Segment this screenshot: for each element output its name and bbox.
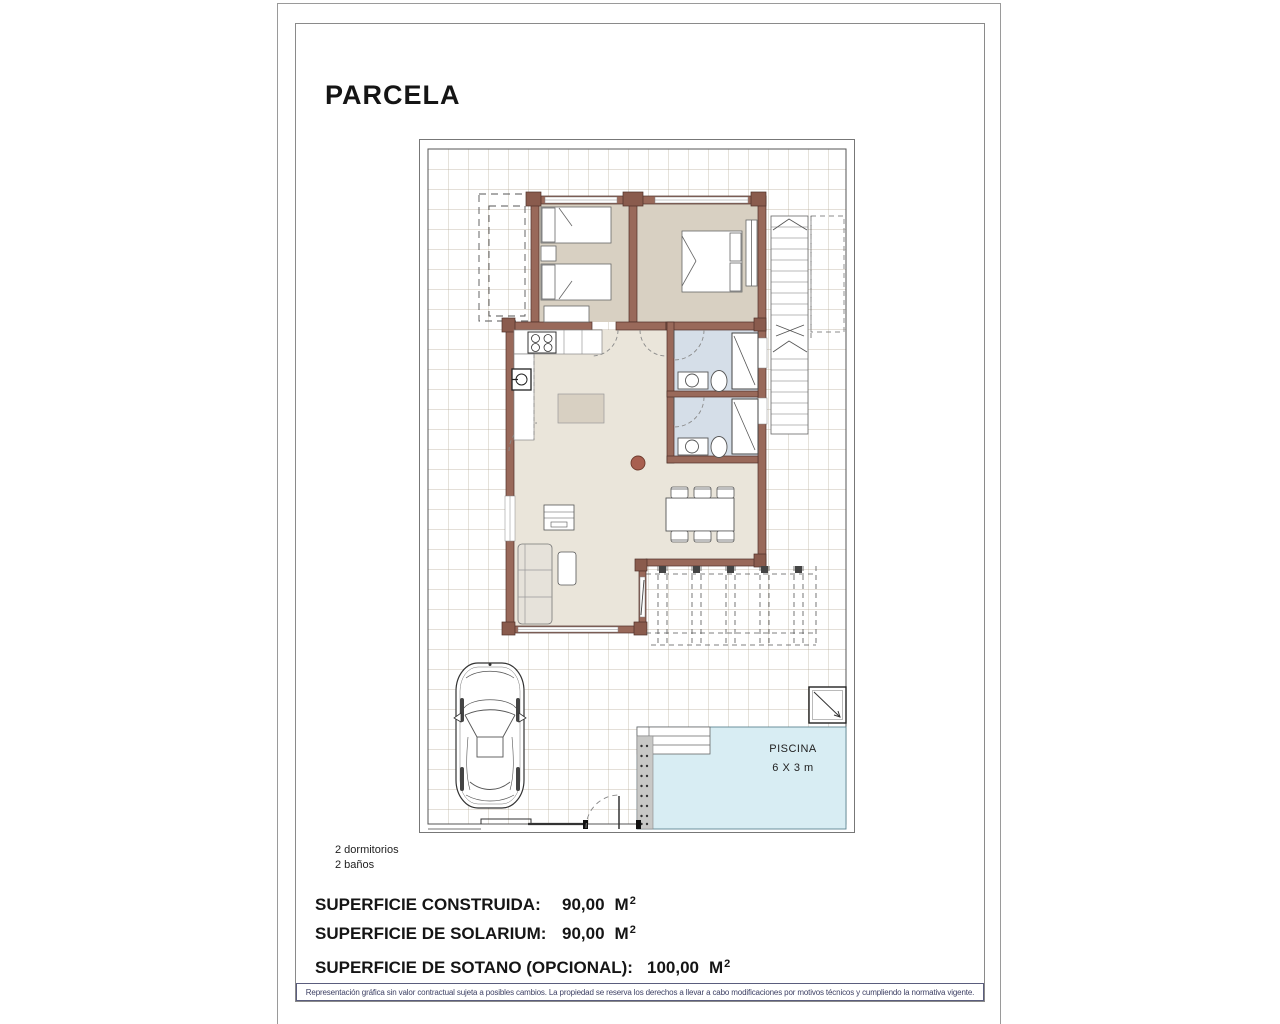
area-construida-value: 90,00 xyxy=(562,895,605,914)
coffee-table xyxy=(558,552,576,585)
washbasin xyxy=(686,440,699,453)
pool xyxy=(637,727,846,829)
outdoor-shower xyxy=(809,687,846,723)
column xyxy=(631,456,645,470)
area-sotano-exp: 2 xyxy=(724,958,731,970)
dining-table xyxy=(666,498,734,531)
area-solarium-value: 90,00 xyxy=(562,924,605,943)
car-sunroof xyxy=(477,737,503,757)
bedroom-2-furniture xyxy=(682,220,757,292)
nightstand xyxy=(541,246,556,261)
area-sotano-value: 100,00 xyxy=(646,958,699,977)
area-construida-exp: 2 xyxy=(629,895,636,907)
area-construida-label: SUPERFICIE CONSTRUIDA: xyxy=(315,895,541,914)
area-sotano xyxy=(315,958,729,978)
car xyxy=(454,663,526,808)
disclaimer-box xyxy=(296,983,984,1001)
dresser xyxy=(544,306,589,322)
toilet xyxy=(711,371,727,392)
kitchen-island xyxy=(558,394,604,423)
area-construida-unit: M xyxy=(614,895,629,914)
area-solarium-label: SUPERFICIE DE SOLARIUM: xyxy=(315,924,547,943)
area-solarium xyxy=(315,924,729,944)
area-solarium-unit: M xyxy=(614,924,629,943)
room-legend xyxy=(335,843,399,873)
area-sotano-unit: M xyxy=(708,958,724,977)
toilet xyxy=(711,437,727,458)
area-solarium-exp: 2 xyxy=(629,924,636,936)
surface-areas xyxy=(315,895,729,987)
pool-label: PISCINA xyxy=(769,743,817,755)
legend-bathrooms: 2 baños xyxy=(335,859,375,871)
kitchen-counter xyxy=(514,330,602,354)
pool-side-walk xyxy=(637,736,653,829)
page-title: PARCELA xyxy=(325,80,461,110)
area-sotano-label: SUPERFICIE DE SOTANO (OPCIONAL): xyxy=(315,958,633,977)
disclaimer-text: Representación gráfica sin valor contractual sujeta a posibles cambios. La propiedad se reserva los derechos a llevar a cabo modificaciones por motivos técnicos y cumpliendo la normativa vigente. xyxy=(305,987,975,997)
floor-plan xyxy=(419,139,855,833)
pool-size-label: 6 X 3 m xyxy=(772,762,814,774)
legend-bedrooms: 2 dormitorios xyxy=(335,844,399,856)
area-construida xyxy=(315,895,729,915)
washbasin xyxy=(686,374,699,387)
floor-plan-svg xyxy=(420,140,854,832)
sofa xyxy=(518,544,552,624)
